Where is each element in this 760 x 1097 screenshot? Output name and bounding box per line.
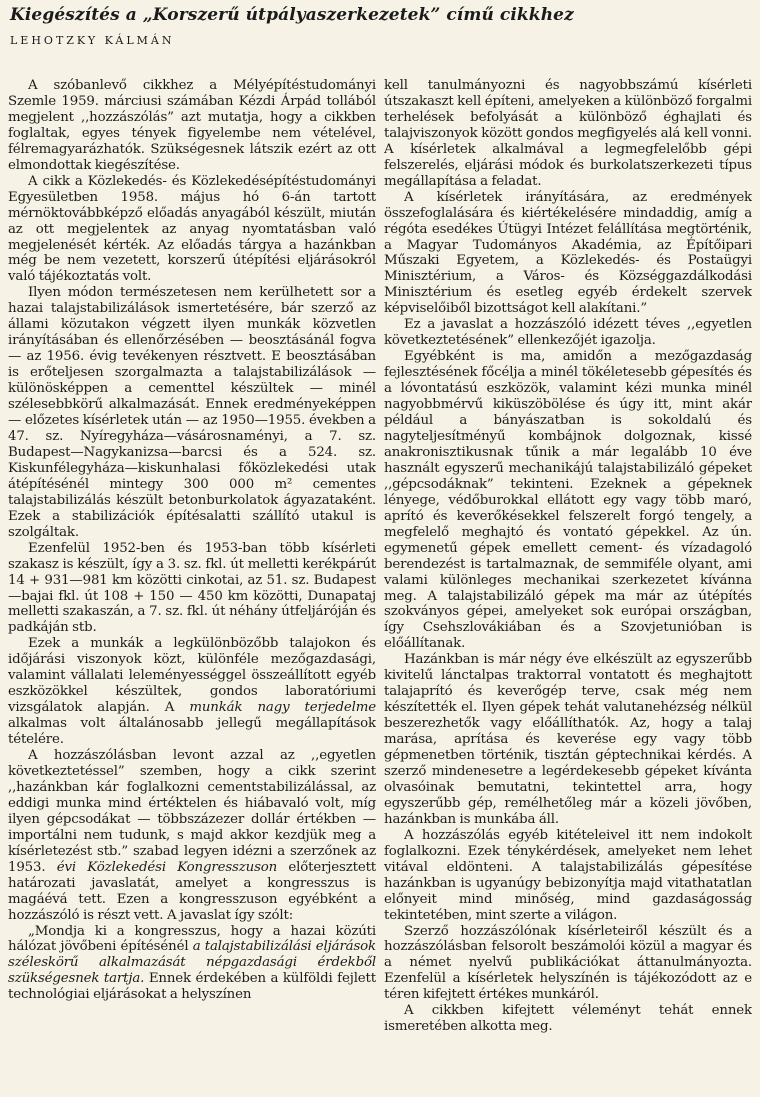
paragraph: Hazánkban is már négy éve elkészült az egyszerűbb kivitelű lánctalpas traktorral vontatott és meghajtott talajaprító és keverőgép terve, csak még nem készítették el. Ilyen gépek tehát valutanehézség nélkül beszerezhetők vagy előállíthatók. Az, hogy a talaj marása, aprítása és keverése egy vagy több gépmenetben történik, tisztán géptechnikai kérdés. A szerző mindenesetre a legérdekesebb gépeket kívánta olvasóinak bemutatni, tekintettel arra, hogy egyszerűbb gép, remélhetőleg már a közeli jövőben, hazánkban is munkába áll. [384, 652, 752, 827]
emphasis-text: a talajstabilizálási eljárások széleskörű alkalmazását népgazdasági érdekből szükségesnek tartja. [8, 939, 376, 987]
right-column [384, 78, 752, 1094]
paragraph: Egyébként is ma, amidőn a mezőgazdaság fejlesztésének főcélja a minél tökéletesebb gépesítés és a lóvontatású eszközök, valamint kézi munka minél nagyobbmérvű kiküszöbölése és úgy itt, mint akár például a bányászatban is sokoldalú és nagyteljesítményű kombájnok dolgoznak, kissé anakronisztikusnak tűnik a már legalább 10 éve használt egyszerű mechanikájú talajstabilizáló gépeket ,,gépcsodáknak” tekinteni. Ezeknek a gépeknek lényege, védőburokkal ellátott egy vagy több maró, aprító és keverőkésekkel felszerelt forgó tengely, a megfelelő meghajtó és vontató gépekkel. Az ún. egymenetű gépek emellett cement- és vízadagoló berendezést is tartalmaznak, de semmiféle olyant, ami valami különleges mechanikai szerkezetet kívánna meg. A talajstabilizáló gépek ma már az útépítés szokványos gépei, amelyeket sok európai országban, így Csehszlovákiában és a Szovjetunióban is előállítanak. [384, 349, 752, 652]
paragraph: Szerző hozzászólónak kísérleteiről készült és a hozzászólásban felsorolt beszámolói közül a magyar és a német nyelvű publikációkat áttanulmányozta. Ezenfelül a kísérletek helyszínén is tájékozódott az e téren kifejtett értékes munkáról. [384, 923, 752, 1003]
paragraph-text: „Mondja ki a kongresszus, hogy a hazai közúti hálózat jövőbeni építésénél [8, 923, 376, 955]
emphasis-text: évi Közlekedési Kongresszuson [56, 859, 278, 875]
paragraph: Ez a javaslat a hozzászóló idézett téves ,,egyetlen következtetésének” ellenkezőjét igazolja. [384, 317, 752, 349]
paragraph-text: alkalmas volt általánosabb jellegű megállapítások tételére. [8, 716, 376, 748]
paragraph: Ilyen módon természetesen nem kerülhetett sor a hazai talajstabilizálások ismertetésére, bár szerző az állami közutakon végzett ilyen munkák közvetlen irányításában és ellenőrzésében — beosztásánál fogva — az 1956. évig tevékenyen résztvett. E beosztásában is erőteljesen szorgalmazta a talajstabilizálások — különösképpen a cementtel készültek — minél szélesebbkörű alkalmazását. Ennek eredményeképpen — előzetes kísérletek után — az 1950—1955. években a 47. sz. Nyíregyháza—vásárosnaményi, a 7. sz. Budapest—Nagykanizsa—barcsi és a 524. sz. Kiskunfélegyháza—kiskunhalasi főközlekedési utak átépítésénél mintegy 300 000 m² cementes talajstabilizálás készült betonburkolatok ágyazataként. Ezek a stabilizációk építésalatti szállító utakul is szolgáltak. [8, 285, 376, 540]
article-body [8, 78, 752, 1094]
paragraph: Ezenfelül 1952-ben és 1953-ban több kísérleti szakasz is készült, így a 3. sz. fkl. út melletti kerékpárút 14 + 931—981 km közötti cinkotai, az 51. sz. Budapest—bajai fkl. út 108 + 150 — 450 km közötti, Dunapataj melletti szakaszán, a 7. sz. fkl. út néhány útfeljáróján és padkáján stb. [8, 540, 376, 636]
paragraph: A kísérletek irányítására, az eredmények összefoglalására és kiértékelésére mindaddig, amíg a régóta esedékes Útügyi Intézet felállítása megtörténik, a Magyar Tudományos Akadémia, az Építőipari Műszaki Egyetem, a Közlekedés- és Postaügyi Minisztérium, a Város- és Községgazdálkodási Minisztérium és esetleg egyéb érdekelt szervek képviselőiből bizottságot kell alakítani.” [384, 189, 752, 317]
quoted-paragraph [8, 924, 376, 1004]
paragraph-text: Ezek a munkák a legkülönbözőbb talajokon és időjárási viszonyok közt, különféle mezőgazdasági, valamint vállalati leleményességgel összeállított egyéb eszközökkel készültek, gondos laboratóriumi vizsgálatok alapján. A [8, 636, 376, 716]
paragraph: A szóbanlevő cikkhez a Mélyépítéstudományi Szemle 1959. márciusi számában Kézdi Árpád tollából megjelent ,,hozzászólás” azt mutatja, hogy a cikkben foglaltak, egyes tények figyelembe nem vételével, félremagyarázhatók. Szükségesnek látszik ezért az ott elmondottak kiegészítése. [8, 78, 376, 173]
paragraph: A cikkben kifejtett véleményt tehát ennek ismeretében alkotta meg. [384, 1003, 752, 1035]
emphasis-text: munkák nagy terjedelme [189, 700, 376, 716]
paragraph-continuation: kell tanulmányozni és nagyobbszámú kísérleti útszakaszt kell építeni, amelyeken a különböző forgalmi terhelések befolyását a különböző éghajlati és talajviszonyok között gondos megfigyelés alá kell vonni. A kísérletek alkalmával a legmegfelelőbb gépi felszerelés, eljárási módok és burkolatszerkezeti típus megállapítása a feladat. [384, 78, 752, 189]
left-column [8, 78, 376, 1094]
paragraph-text: előterjesztett határozati javaslatát, amelyet a kongresszus is magáévá tett. Ezen a kongresszuson egyébként a hozzászóló is részt vett. A javaslat így szólt: [8, 859, 376, 923]
article-title: Kiegészítés a „Korszerű útpályaszerkezetek” című cikkhez [10, 5, 574, 25]
paragraph: A cikk a Közlekedés- és Közlekedésépítéstudományi Egyesületben 1958. május hó 6-án tartott mérnöktovábbképző előadás anyagából készült, miután az ott megjelentek az anyag nyomtatásban való megjelenését kérték. Az előadás tárgya a hazánkban még be nem vezetett, korszerű útépítési eljárásokról való tájékoztatás volt. [8, 173, 376, 285]
paragraph: A hozzászólás egyéb kitételeivel itt nem indokolt foglalkozni. Ezek ténykérdések, amelyeket nem lehet vitával eldönteni. A talajstabilizálás gépesítése hazánkban is ugyanúgy bebizonyítja majd vitathatatlan előnyeit mind minőség, mind gazdaságosság tekintetében, mint szerte a világon. [384, 827, 752, 923]
paragraph-text: A hozzászólásban levont azzal az ,,egyetlen következtetéssel” szemben, hogy a cikk szerint ,,hazánkban kár foglalkozni cementstabilizálással, az eddigi munka mind értéktelen és hiábavaló volt, míg ilyen gépcsodákat — többszázezer dollár értékben — importálni nem tudunk, s majd akkor kezdjük meg a kísérletezést stb.” szabad legyen idézni a szerzőnek az 1953. [8, 748, 376, 875]
paragraph [8, 748, 376, 923]
author-name: LEHOTZKY KÁLMÁN [10, 34, 175, 47]
paragraph-text: Ennek érdekében a külföldi fejlett technológiai eljárásokat a helyszínen [8, 971, 376, 1003]
paragraph [8, 636, 376, 748]
